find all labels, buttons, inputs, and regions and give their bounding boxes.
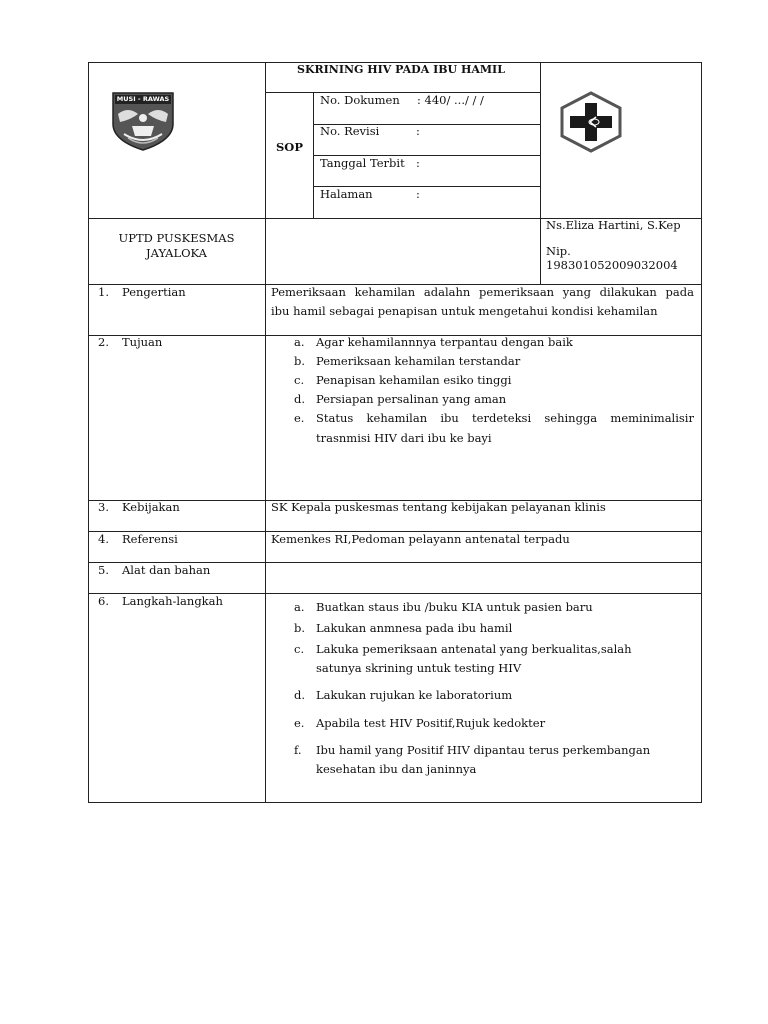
meta-label-tanggal-terbit: Tanggal Terbit: [320, 156, 405, 170]
document-title: SKRINING HIV PADA IBU HAMIL: [297, 63, 505, 76]
meta-label-no-revisi: No. Revisi: [320, 124, 380, 138]
section-number-alat: 5.: [98, 563, 109, 577]
tujuan-item-a: Agar kehamilannnya terpantau dengan baik: [316, 335, 573, 349]
divider-right-logo: [540, 62, 541, 285]
referensi-text: Kemenkes RI,Pedoman pelayann antenatal terpadu: [271, 532, 570, 546]
meta-value-halaman: :: [416, 187, 420, 201]
tujuan-item-b: Pemeriksaan kehamilan terstandar: [316, 354, 521, 368]
emblem-banner-text: MUSI - RAWAS: [116, 95, 170, 103]
institution-name-line1: UPTD PUSKESMAS: [118, 231, 235, 245]
langkah-marker-c: c.: [294, 642, 305, 656]
meta-label-halaman: Halaman: [320, 187, 373, 201]
tujuan-item-e-line1: Status kehamilan ibu terdeteksi sehingga meminimalisir: [316, 411, 694, 425]
signer-name: Ns.Eliza Hartini, S.Kep: [546, 218, 681, 232]
langkah-item-d: Lakukan rujukan ke laboratorium: [316, 688, 513, 702]
tujuan-item-e-line2: trasnmisi HIV dari ibu ke bayi: [316, 431, 492, 445]
section-number-langkah: 6.: [98, 594, 109, 608]
tujuan-item-c: Penapisan kehamilan esiko tinggi: [316, 373, 512, 387]
tujuan-marker-b: b.: [294, 354, 306, 368]
langkah-item-c-line2: satunya skrining untuk testing HIV: [316, 661, 522, 675]
section-label-langkah: Langkah-langkah: [122, 594, 223, 608]
section-label-alat: Alat dan bahan: [122, 563, 211, 577]
regency-emblem-logo: [110, 90, 176, 152]
langkah-marker-a: a.: [294, 600, 305, 614]
health-cross-logo: [556, 91, 626, 153]
border-left: [88, 62, 89, 803]
meta-label-no-dokumen: No. Dokumen: [320, 93, 400, 107]
section-number-kebijakan: 3.: [98, 500, 109, 514]
divider-title: [265, 92, 541, 93]
sop-label: SOP: [276, 140, 303, 154]
tujuan-marker-c: c.: [294, 373, 305, 387]
langkah-marker-d: d.: [294, 688, 306, 702]
tujuan-marker-d: d.: [294, 392, 306, 406]
section-label-referensi: Referensi: [122, 532, 178, 546]
langkah-item-f-line1: Ibu hamil yang Positif HIV dipantau terus perkembangan: [316, 743, 651, 757]
meta-value-tanggal-terbit: :: [416, 156, 420, 170]
langkah-item-b: Lakukan anmnesa pada ibu hamil: [316, 621, 513, 635]
langkah-item-a: Buatkan staus ibu /buku KIA untuk pasien baru: [316, 600, 593, 614]
kebijakan-text: SK Kepala puskesmas tentang kebijakan pelayanan klinis: [271, 500, 606, 514]
tujuan-marker-a: a.: [294, 335, 305, 349]
pengertian-text-line2: ibu hamil sebagai penapisan untuk mengetahui kondisi kehamilan: [271, 304, 658, 318]
section-number-pengertian: 1.: [98, 285, 109, 299]
border-right: [701, 62, 702, 803]
tujuan-marker-e: e.: [294, 411, 305, 425]
divider-label-column: [265, 62, 266, 803]
tujuan-item-d: Persiapan persalinan yang aman: [316, 392, 507, 406]
sop-document: [88, 62, 702, 803]
langkah-marker-e: e.: [294, 716, 305, 730]
langkah-marker-b: b.: [294, 621, 306, 635]
section-label-tujuan: Tujuan: [122, 335, 163, 349]
signer-nip-label: Nip.: [546, 244, 571, 258]
langkah-item-f-line2: kesehatan ibu dan janinnya: [316, 762, 477, 776]
section-label-pengertian: Pengertian: [122, 285, 186, 299]
institution-name-line2: JAYALOKA: [146, 246, 207, 260]
langkah-marker-f: f.: [294, 743, 302, 757]
border-bottom: [88, 802, 702, 803]
signer-nip: 198301052009032004: [546, 258, 678, 272]
pengertian-text-line1: Pemeriksaan kehamilan adalahn pemeriksaan yang dilakukan pada: [271, 285, 694, 299]
langkah-item-c-line1: Lakuka pemeriksaan antenatal yang berkualitas,salah: [316, 642, 632, 656]
section-number-referensi: 4.: [98, 532, 109, 546]
section-label-kebijakan: Kebijakan: [122, 500, 180, 514]
meta-value-no-revisi: :: [416, 124, 420, 138]
meta-value-no-dokumen: : 440/ .../ / /: [417, 93, 484, 107]
section-number-tujuan: 2.: [98, 335, 109, 349]
langkah-item-e: Apabila test HIV Positif,Rujuk kedokter: [316, 716, 546, 730]
